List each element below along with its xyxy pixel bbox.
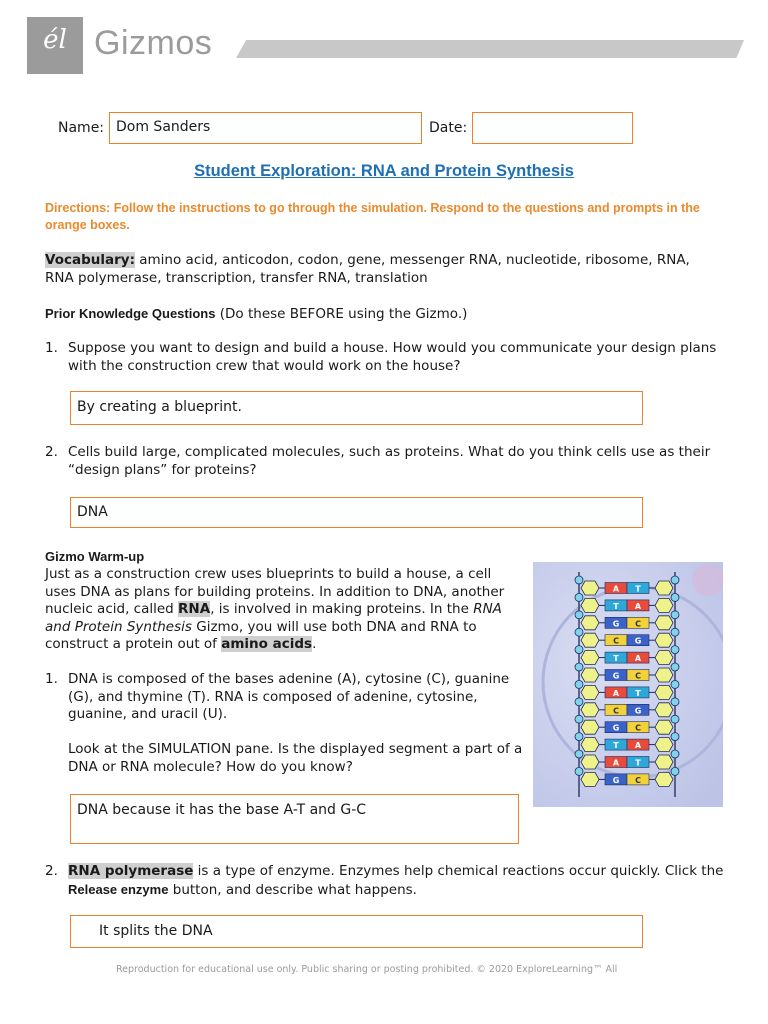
date-field[interactable] bbox=[472, 112, 633, 144]
vocabulary-text: amino acid, anticodon, codon, gene, messenger RNA, nucleotide, ribosome, RNA, RNA polymerase, transcription, transfer RNA, translation bbox=[45, 252, 690, 286]
sugar-left bbox=[581, 633, 599, 647]
base-right-label: T bbox=[635, 688, 641, 698]
gizmos-brand: Gizmos bbox=[94, 24, 213, 62]
warmup-q1-number: 1. bbox=[45, 671, 58, 687]
warmup-text-1: Just as a construction crew uses blueprints to build a house, a cell uses DNA as plans for building proteins. In addition to DNA, another nucleic acid, called bbox=[45, 566, 505, 617]
base-right-label: A bbox=[634, 601, 642, 611]
warmup-q2-part-1: is a type of enzyme. Enzymes help chemical reactions occur quickly. Click the bbox=[193, 863, 724, 879]
base-right-label: A bbox=[634, 741, 642, 751]
footer-copyright: Reproduction for educational use only. Public sharing or posting prohibited. © 2020 ExploreLearning™ All bbox=[116, 964, 618, 975]
warmup-a2-box[interactable] bbox=[70, 915, 643, 948]
sugar-right bbox=[655, 703, 673, 717]
base-right-label: T bbox=[635, 758, 641, 768]
name-field[interactable] bbox=[109, 112, 422, 144]
phosphate-right bbox=[671, 593, 679, 601]
base-left-label: G bbox=[612, 671, 620, 681]
vocabulary bbox=[45, 252, 715, 287]
date-value bbox=[473, 113, 632, 119]
explorelearning-logo bbox=[27, 17, 83, 74]
cell-blob bbox=[692, 564, 723, 596]
base-left-label: C bbox=[613, 706, 619, 716]
phosphate-left bbox=[575, 698, 583, 706]
prior-a2-box[interactable] bbox=[70, 497, 643, 528]
dna-simulation-image bbox=[533, 562, 723, 807]
base-right-label: C bbox=[635, 619, 641, 629]
base-left-label: G bbox=[612, 775, 620, 785]
base-left-label: A bbox=[612, 688, 620, 698]
sugar-right bbox=[655, 720, 673, 734]
phosphate-right bbox=[671, 733, 679, 741]
prior-a1-text: By creating a blueprint. bbox=[77, 399, 242, 415]
prior-q1-number: 1. bbox=[45, 340, 58, 356]
warmup-q1-text-a: DNA is composed of the bases adenine (A), cytosine (C), guanine (G), and thymine (T). RNA is composed of adenine, cytosine, guanine, and uracil (U). bbox=[68, 671, 510, 722]
date-label: Date: bbox=[429, 120, 468, 136]
dna-background bbox=[533, 562, 723, 807]
sugar-left bbox=[581, 703, 599, 717]
sugar-left bbox=[581, 651, 599, 665]
phosphate-left bbox=[575, 593, 583, 601]
base-left-label: G bbox=[612, 723, 620, 733]
phosphate-left bbox=[575, 767, 583, 775]
sugar-left bbox=[581, 755, 599, 769]
rna-highlight: RNA bbox=[178, 601, 211, 617]
base-left-label: A bbox=[612, 584, 620, 594]
base-right-label: C bbox=[635, 723, 641, 733]
phosphate-left bbox=[575, 646, 583, 654]
release-enzyme-label: Release enzyme bbox=[68, 881, 169, 897]
warmup-heading: Gizmo Warm-up bbox=[45, 549, 145, 564]
sugar-left bbox=[581, 738, 599, 752]
prior-note: (Do these BEFORE using the Gizmo.) bbox=[215, 306, 468, 322]
prior-q2-text: Cells build large, complicated molecules, such as proteins. What do you think cells use as their “design plans” for proteins? bbox=[68, 444, 711, 478]
prior-knowledge-heading bbox=[45, 305, 467, 324]
phosphate-left bbox=[575, 733, 583, 741]
base-right-label: T bbox=[635, 584, 641, 594]
rna-polymerase-highlight: RNA polymerase bbox=[68, 863, 194, 879]
phosphate-right bbox=[671, 611, 679, 619]
sugar-right bbox=[655, 738, 673, 752]
warmup-q2-part-2: button, and describe what happens. bbox=[168, 881, 417, 898]
sugar-left bbox=[581, 720, 599, 734]
warmup-text-4: . bbox=[312, 636, 317, 652]
base-right-label: G bbox=[634, 636, 642, 646]
phosphate-left bbox=[575, 680, 583, 688]
sugar-right bbox=[655, 651, 673, 665]
phosphate-left bbox=[575, 611, 583, 619]
sugar-right bbox=[655, 755, 673, 769]
prior-heading: Prior Knowledge Questions bbox=[45, 306, 216, 321]
logo-text: él bbox=[43, 25, 67, 55]
sugar-right bbox=[655, 668, 673, 682]
warmup-a2-text: It splits the DNA bbox=[99, 923, 213, 939]
phosphate-right bbox=[671, 715, 679, 723]
warmup-a1-text: DNA because it has the base A-T and G-C bbox=[77, 802, 367, 818]
phosphate-right bbox=[671, 680, 679, 688]
warmup-a1-box[interactable] bbox=[70, 794, 519, 844]
phosphate-left bbox=[575, 750, 583, 758]
warmup-text-3: Gizmo, you will use both DNA and RNA to construct a protein out of bbox=[45, 618, 477, 652]
vocabulary-label: Vocabulary: bbox=[45, 252, 135, 268]
sugar-right bbox=[655, 616, 673, 630]
dna-molecule-graphic bbox=[533, 562, 723, 807]
sugar-left bbox=[581, 598, 599, 612]
base-right-label: A bbox=[634, 654, 642, 664]
prior-q1-text: Suppose you want to design and build a house. How would you communicate your design plans with the construction crew that would work on the house? bbox=[68, 340, 717, 374]
sugar-right bbox=[655, 685, 673, 699]
sugar-right bbox=[655, 581, 673, 595]
phosphate-right bbox=[671, 767, 679, 775]
phosphate-left bbox=[575, 715, 583, 723]
name-label: Name: bbox=[58, 120, 105, 136]
phosphate-right bbox=[671, 698, 679, 706]
page-title: Student Exploration: RNA and Protein Synthesis bbox=[194, 162, 574, 180]
sugar-left bbox=[581, 668, 599, 682]
sugar-left bbox=[581, 581, 599, 595]
phosphate-right bbox=[671, 646, 679, 654]
warmup-paragraph bbox=[45, 566, 525, 654]
sugar-left bbox=[581, 616, 599, 630]
base-left-label: C bbox=[613, 636, 619, 646]
base-left-label: T bbox=[613, 601, 619, 611]
base-right-label: C bbox=[635, 775, 641, 785]
prior-a1-box[interactable] bbox=[70, 391, 643, 425]
phosphate-left bbox=[575, 663, 583, 671]
sugar-left bbox=[581, 772, 599, 786]
sugar-right bbox=[655, 598, 673, 612]
sugar-right bbox=[655, 772, 673, 786]
header-stripe bbox=[236, 40, 744, 58]
base-right-label: C bbox=[635, 671, 641, 681]
phosphate-right bbox=[671, 628, 679, 636]
amino-acids-highlight: amino acids bbox=[221, 636, 313, 652]
phosphate-left bbox=[575, 576, 583, 584]
base-right-label: G bbox=[634, 706, 642, 716]
base-left-label: G bbox=[612, 619, 620, 629]
sugar-left bbox=[581, 685, 599, 699]
sugar-right bbox=[655, 633, 673, 647]
base-left-label: T bbox=[613, 741, 619, 751]
base-left-label: A bbox=[612, 758, 620, 768]
warmup-q1-text-b: Look at the SIMULATION pane. Is the displayed segment a part of a DNA or RNA molecule? How do you know? bbox=[68, 741, 523, 775]
phosphate-left bbox=[575, 628, 583, 636]
phosphate-right bbox=[671, 750, 679, 758]
base-left-label: T bbox=[613, 654, 619, 664]
warmup-q2-number: 2. bbox=[45, 863, 58, 879]
prior-a2-text: DNA bbox=[77, 504, 108, 520]
gizmo-name: RNA and Protein Synthesis bbox=[45, 601, 502, 635]
phosphate-right bbox=[671, 663, 679, 671]
warmup-text-2: , is involved in making proteins. In the bbox=[210, 601, 474, 617]
name-value: Dom Sanders bbox=[116, 119, 211, 135]
directions: Directions: Follow the instructions to go through the simulation. Respond to the questions and prompts in the orange boxes. bbox=[45, 201, 700, 232]
prior-q2-number: 2. bbox=[45, 444, 58, 460]
phosphate-right bbox=[671, 576, 679, 584]
warmup-q2-text bbox=[68, 863, 728, 899]
